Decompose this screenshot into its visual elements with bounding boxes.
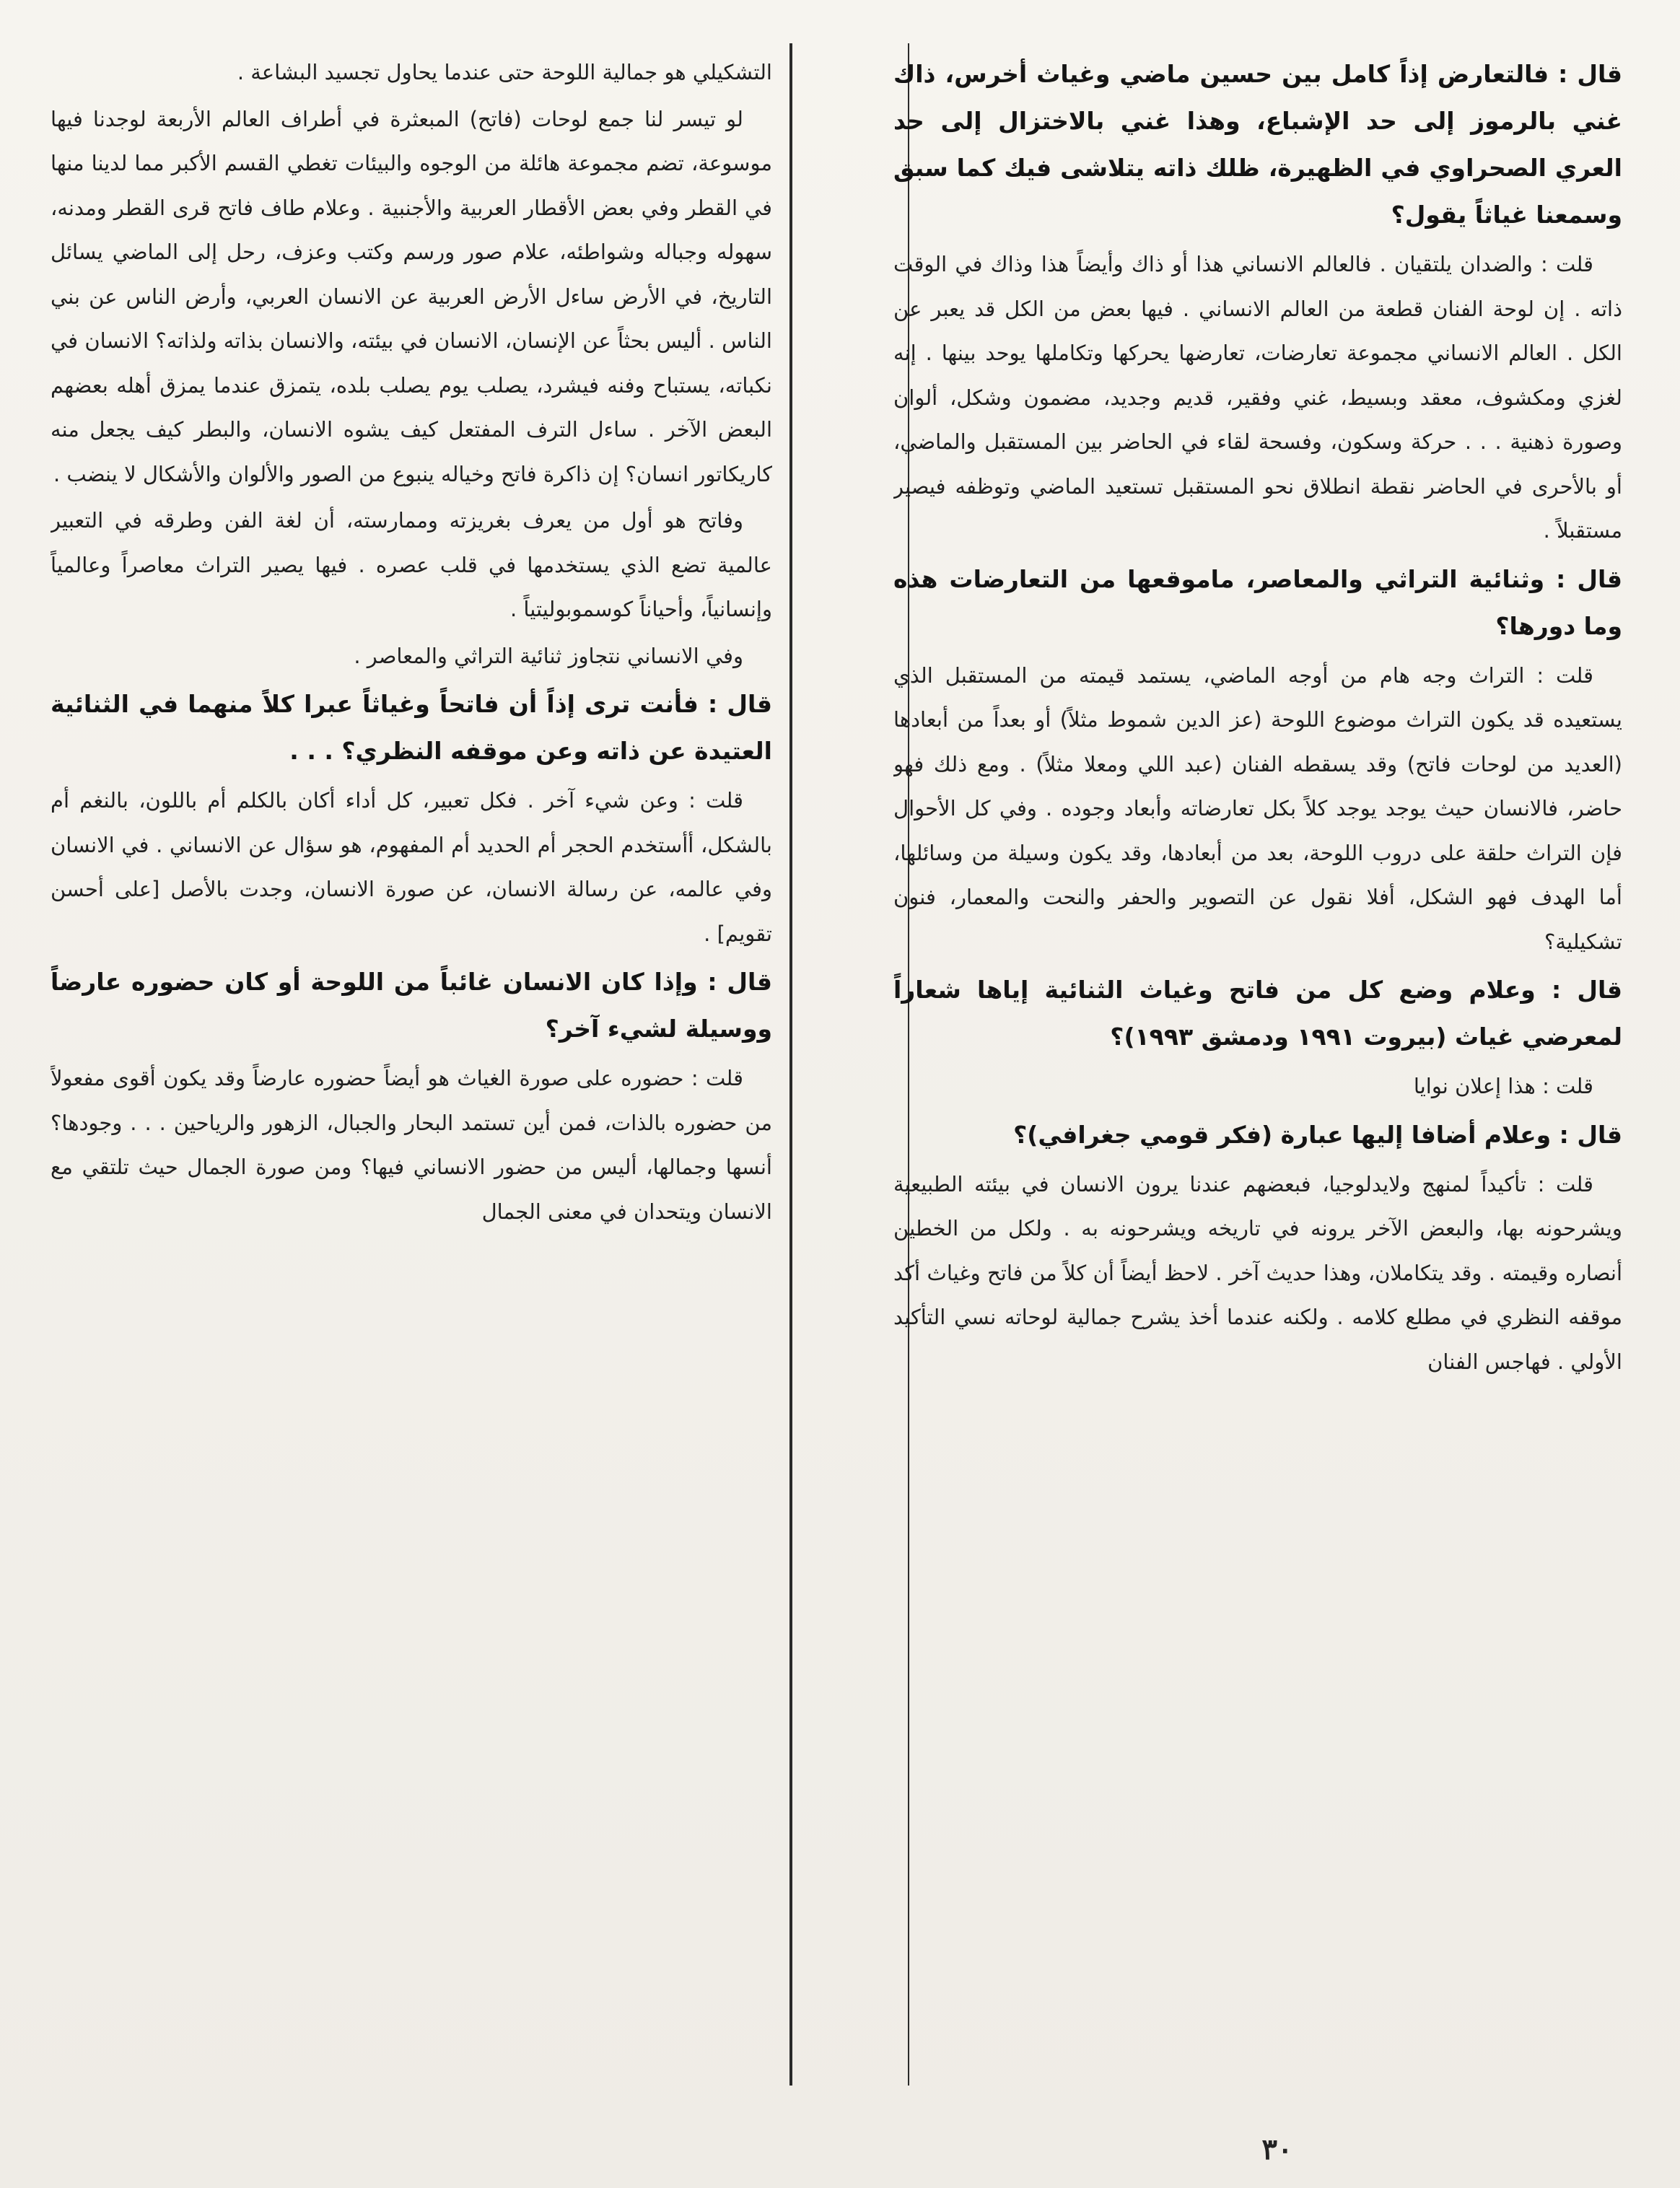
answer-paragraph: قلت : وعن شيء آخر . فكل تعبير، كل أداء أكان بالكلم أم باللون، بالنغم أم بالشكل، أأستخدم الحجر أم الحديد أم المفهوم، هو سؤال عن الانساني . في الانسان وفي عالمه، عن رسالة الانسان، عن صورة الانسان، وجدت بالأصل [على أحسن تقويم] . (51, 788, 772, 946)
answer-paragraph: قلت : والضدان يلتقيان . فالعالم الانساني هذا أو ذاك وأيضاً هذا وذاك في الوقت ذاته . إن لوحة الفنان قطعة من العالم الانساني . فيها بعض من الكل قد يعبر عن الكل . العالم الانساني مجموعة تعارضات، تعارضها يحركها وتكاملها يوحد بينها . إنه لغزي ومكشوف، معقد وبسيط، غني وفقير، قديم وجديد، مضمون وشكل، ألوان وصورة ذهنية . . . حركة وسكون، وفسحة لقاء في الحاضر بين المستقبل والماضي، أو بالأحرى في الحاضر نقطة انطلاق نحو المستقبل تستعيد الماضي وتوظفه فيصير مستقبلاً . (893, 252, 1622, 543)
body-paragraph: وفي الانساني نتجاوز ثنائية التراثي والمعاصر . (354, 643, 743, 668)
question-paragraph: قال : وإذا كان الانسان غائباً من اللوحة أو كان حضوره عارضاً ووسيلة لشيء آخر؟ (51, 968, 772, 1043)
answer-paragraph: قلت : التراث وجه هام من أوجه الماضي، يستمد قيمته من المستقبل الذي يستعيده قد يكون التراث موضوع اللوحة (عز الدين شموط مثلاً) أو بعداً من أبعادها (العديد من لوحات فاتح) وقد يسقطه الفنان (عبد اللي ومعلا مثلاً) . ومع ذلك فهو حاضر، فالانسان حيث يوجد يوجد كلاً بكل تعارضاته وأبعاد وجوده . وفي كل الأحوال فإن التراث حلقة على دروب اللوحة، بعد من أبعادها، وقد يكون وسيلة من وسائلها، أما الهدف فهو الشكل، أفلا نقول عن التصوير والحفر والنحت والمعمار، فنون تشكيلية؟ (893, 662, 1622, 954)
question-paragraph: قال : فالتعارض إذاً كامل بين حسين ماضي وغياث أخرس، ذاك غني بالرموز إلى حد الإشباع، وهذا غني بالاختزال إلى حد العري الصحراوي في الظهيرة، ظلك ذاته يتلاشى فيك كما سبق وسمعنا غياثاً يقول؟ (893, 60, 1622, 229)
right-column (893, 51, 1622, 2109)
column-divider (789, 43, 792, 2086)
question-paragraph: قال : وعلام وضع كل من فاتح وغياث الثنائية إياها شعاراً لمعرضي غياث (بيروت ١٩٩١ ودمشق ١٩٩٣)؟ (893, 976, 1622, 1051)
answer-paragraph: قلت : هذا إعلان نوايا (1413, 1074, 1593, 1098)
body-paragraph: لو تيسر لنا جمع لوحات (فاتح) المبعثرة في أطراف العالم الأربعة لوجدنا فيها موسوعة، تضم مجموعة هائلة من الوجوه والبيئات تغطي القسم الأكبر مما لدينا منها في القطر وفي بعض الأقطار العربية والأجنبية . وعلام طاف فاتح قرى القطر ومدنه، سهوله وجباله وشواطئه، علام صور ورسم وكتب وعزف، رحل إلى الماضي يسائل التاريخ، في الأرض ساءل الأرض العربية عن الانسان العربي، وأرض الناس عن بني الناس . أليس بحثاً عن الإنسان، الانسان في بيئته، والانسان بذاته ولذاته؟ الانسان في نكباته، يستباح وفنه فيشرد، يصلب يوم يصلب بلده، يتمزق عندما يمزق أهله بعضهم البعض الآخر . ساءل الترف المفتعل كيف يشوه الانسان، والبطر كيف يجعل منه كاريكاتور انسان؟ إن ذاكرة فاتح وخياله ينبوع من الصور والألوان والأشكال لا ينضب . (51, 106, 772, 486)
page-number: ٣٠ (1261, 2132, 1293, 2166)
question-paragraph: قال : وعلام أضافا إليها عبارة (فكر قومي جغرافي)؟ (1013, 1120, 1622, 1149)
answer-paragraph: قلت : تأكيداً لمنهج ولايدلوجيا، فبعضهم عندنا يرون الانسان في بيئته الطبيعية ويشرحونه بها، والبعض الآخر يرونه في تاريخه ويشرحونه به . ولكل من الخطين أنصاره وقيمته . وقد يتكاملان، وهذا حديث آخر . لاحظ أيضاً أن كلاً من فاتح وغياث أكد موقفه النظري في مطلع كلامه . ولكنه عندما أخذ يشرح جمالية لوحاته نسي التأكيد الأولي . فهاجس الفنان (893, 1171, 1622, 1374)
body-paragraph: التشكيلي هو جمالية اللوحة حتى عندما يحاول تجسيد البشاعة . (237, 60, 772, 84)
question-paragraph: قال : فأنت ترى إذاً أن فاتحاً وغياثاً عبرا كلاً منهما في الثنائية العتيدة عن ذاته وعن موقفه النظري؟ . . . (51, 690, 772, 765)
body-paragraph: وفاتح هو أول من يعرف بغريزته وممارسته، أن لغة الفن وطرقه في التعبير عالمية تضع الذي يستخدمها في قلب عصره . فيها يصير التراث معاصراً وعالمياً وإنسانياً، وأحياناً كوسموبوليتياً . (51, 508, 772, 621)
answer-paragraph: قلت : حضوره على صورة الغياث هو أيضاً حضوره عارضاً وقد يكون أقوى مفعولاً من حضوره بالذات، فمن أين تستمد البحار والجبال، الزهور والرياحين . . . وجودها؟ أنسها وجمالها، أليس من حضور الانساني فيها؟ ومن صورة الجمال حيث تلتقي مع الانسان ويتحدان في معنى الجمال (51, 1066, 772, 1224)
left-column (51, 51, 772, 2109)
question-paragraph: قال : وثنائية التراثي والمعاصر، ماموقعها من التعارضات هذه وما دورها؟ (893, 564, 1622, 640)
